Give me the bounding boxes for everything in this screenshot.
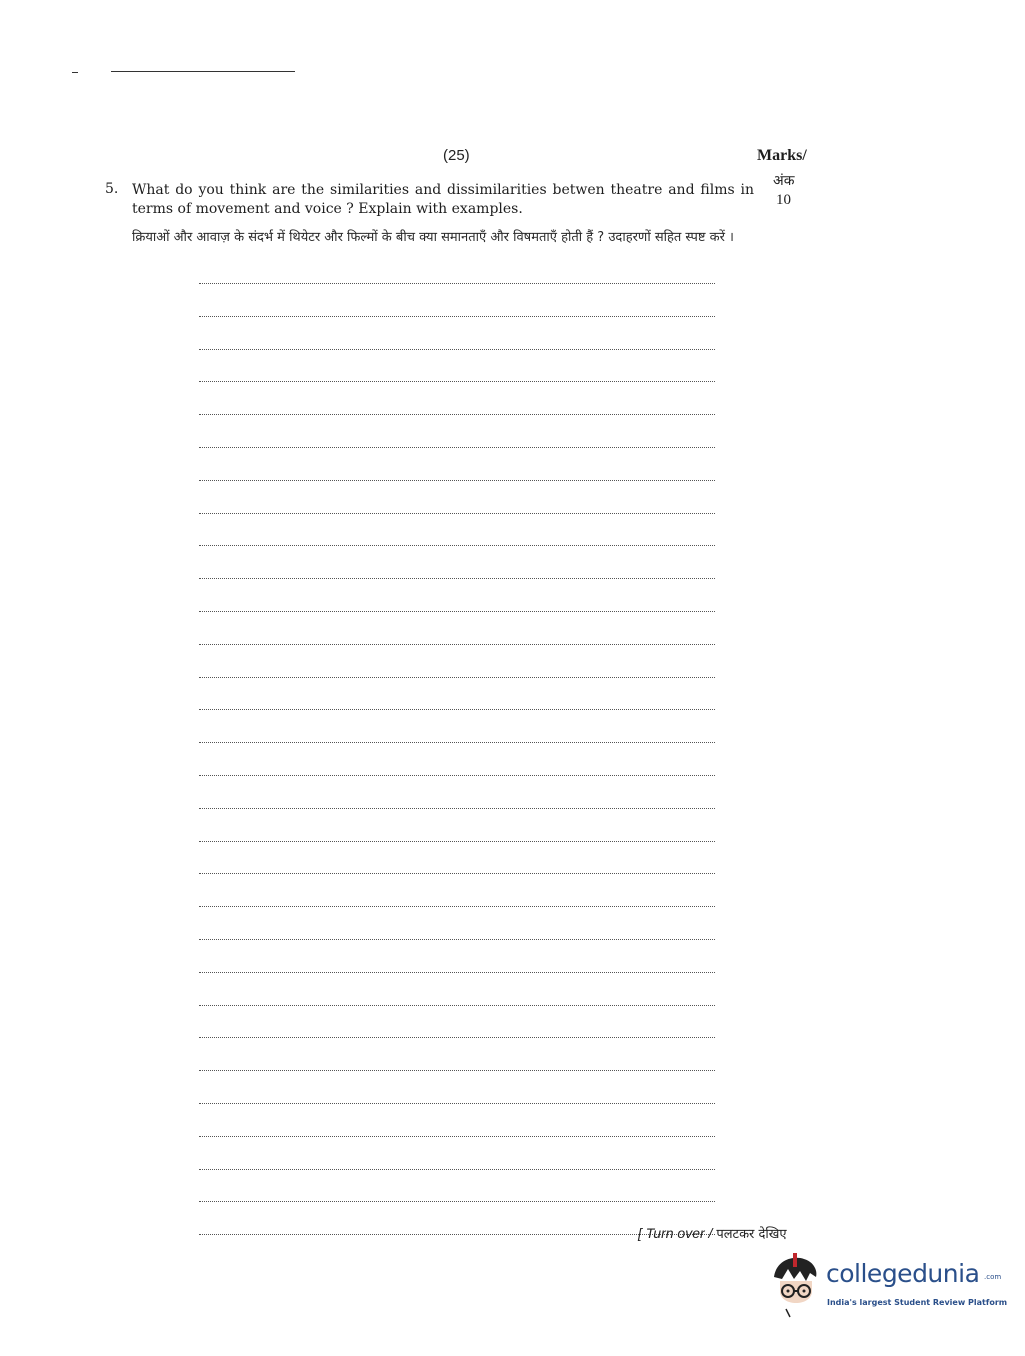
top-margin-rule xyxy=(111,71,295,72)
answer-line[interactable] xyxy=(199,313,715,317)
answer-line[interactable] xyxy=(199,542,715,546)
answer-line[interactable] xyxy=(199,575,715,579)
mascot-icon xyxy=(766,1251,822,1321)
logo-tagline: India's largest Student Review Platform xyxy=(827,1298,1008,1307)
answer-line[interactable] xyxy=(199,706,715,710)
turn-over-english: [ Turn over / xyxy=(638,1225,713,1241)
answer-line[interactable] xyxy=(199,1002,715,1006)
question-text-hindi: क्रियाओं और आवाज़ के संदर्भ में थियेटर और फिल्मों के बीच क्या समानताएँ और विषमताएँ होती हैं ? उदाहरणों सहित स्पष्ट करें । xyxy=(132,230,734,245)
answer-line[interactable] xyxy=(199,346,715,350)
answer-line[interactable] xyxy=(199,1100,715,1104)
answer-line[interactable] xyxy=(199,739,715,743)
turn-over-hindi: पलटकर देखिए xyxy=(716,1227,787,1242)
answer-line[interactable] xyxy=(199,608,715,612)
answer-line[interactable] xyxy=(199,444,715,448)
answer-line[interactable] xyxy=(199,641,715,645)
answer-line[interactable] xyxy=(199,903,715,907)
answer-line[interactable] xyxy=(199,280,715,284)
answer-line[interactable] xyxy=(199,411,715,415)
question-number: 5. xyxy=(105,181,119,197)
answer-area[interactable] xyxy=(199,280,715,1264)
answer-line[interactable] xyxy=(199,477,715,481)
answer-line[interactable] xyxy=(199,378,715,382)
answer-line[interactable] xyxy=(199,838,715,842)
logo-suffix: .com xyxy=(984,1273,1002,1281)
answer-line[interactable] xyxy=(199,870,715,874)
top-margin-mark xyxy=(72,72,78,73)
page-number: (25) xyxy=(443,147,470,164)
answer-line[interactable] xyxy=(199,1198,715,1202)
answer-line[interactable] xyxy=(199,1067,715,1071)
answer-line[interactable] xyxy=(199,1034,715,1038)
answer-line[interactable] xyxy=(199,1133,715,1137)
turn-over-note xyxy=(638,1224,787,1242)
answer-line[interactable] xyxy=(199,936,715,940)
question-text-english: What do you think are the similarities and dissimilarities betwen theatre and films in terms of movement and voice ? Explain with examples. xyxy=(132,182,754,217)
logo-name: collegedunia xyxy=(826,1259,980,1288)
answer-line[interactable] xyxy=(199,510,715,514)
answer-line[interactable] xyxy=(199,674,715,678)
collegedunia-logo xyxy=(766,1251,1008,1321)
answer-line[interactable] xyxy=(199,805,715,809)
answer-line[interactable] xyxy=(199,772,715,776)
marks-heading: Marks/ xyxy=(757,147,807,164)
marks-heading-hindi: अंक xyxy=(773,173,795,189)
answer-line[interactable] xyxy=(199,969,715,973)
answer-line[interactable] xyxy=(199,1166,715,1170)
marks-value: 10 xyxy=(776,192,791,208)
